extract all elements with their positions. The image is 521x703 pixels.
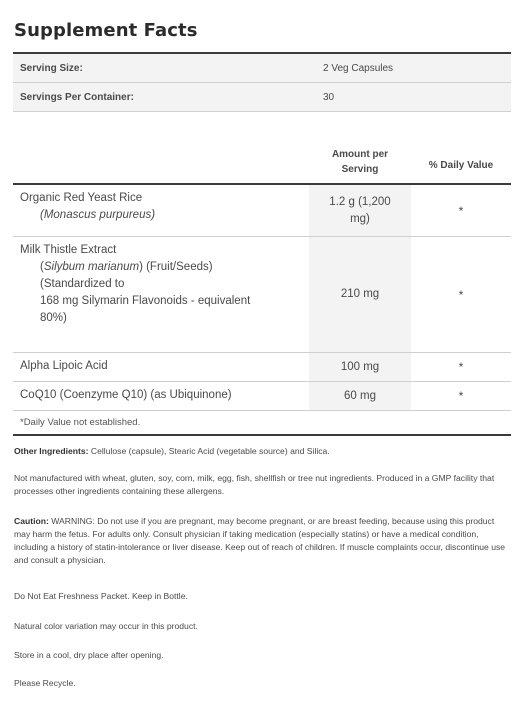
ingredient-daily-value: * <box>458 203 464 218</box>
note-freshness-packet: Do Not Eat Freshness Packet. Keep in Bottle. <box>14 591 188 601</box>
ingredient-title: Organic Red Yeast Rice <box>20 192 143 204</box>
servings-per-container-label: Servings Per Container: <box>20 91 134 103</box>
ingredient-row-milk-thistle <box>13 237 511 353</box>
ingredient-daily-value: * <box>458 287 464 302</box>
header-name-spacer <box>13 131 309 183</box>
table-header <box>13 131 511 185</box>
ingredient-amount-line2: mg) <box>350 212 370 225</box>
ingredient-latin-name: (Monascus purpureus) <box>40 209 156 221</box>
note-recycle: Please Recycle. <box>14 678 76 688</box>
ingredient-standardization-line: 168 mg Silymarin Flavonoids - equivalent <box>40 295 251 307</box>
ingredient-amount: 60 mg <box>309 382 411 410</box>
ingredient-row-alpha-lipoic-acid <box>13 353 511 382</box>
ingredient-daily-value: * <box>458 389 464 403</box>
servings-per-container-value: 30 <box>323 91 335 103</box>
ingredient-standardization-line: 80%) <box>40 312 67 324</box>
ingredient-name <box>13 237 309 352</box>
servings-per-container-row <box>13 83 511 112</box>
header-amount-line2: Serving <box>341 164 379 175</box>
ingredient-latin-name: Silybum marianum <box>43 261 140 273</box>
ingredient-daily-value: * <box>458 360 464 374</box>
caution-text: WARNING: Do not use if you are pregnant, may become pregnant, or are breast feeding, because using this product may harm the fetus. For adults only. Consult physician if taking medication (especially statins) or have a medical condition, including a history of statin-intolerance or liver disease. Keep out of reach of children. If muscle complaints occur, discontinue use and consult a physician. <box>14 516 506 565</box>
allergen-statement: Not manufactured with wheat, gluten, soy, corn, milk, egg, fish, shellfish or tree nut ingredients. Produced in a GMP facility that processes other ingredients containing these allergens. <box>14 473 495 496</box>
ingredient-name: CoQ10 (Coenzyme Q10) (as Ubiquinone) <box>20 389 232 401</box>
ingredient-latin-line: (Silybum marianum) (Fruit/Seeds) <box>40 261 213 273</box>
daily-value-footnote: *Daily Value not established. <box>13 411 511 436</box>
header-amount-line1: Amount per <box>331 149 389 160</box>
ingredient-row-red-yeast-rice <box>13 185 511 237</box>
ingredient-name: Alpha Lipoic Acid <box>20 360 108 372</box>
other-ingredients <box>14 445 508 458</box>
ingredient-part: ) (Fruit/Seeds) <box>139 261 213 273</box>
note-color-variation: Natural color variation may occur in this product. <box>14 621 198 631</box>
caution-statement <box>14 515 508 567</box>
ingredient-amount-line1: 1.2 g (1,200 <box>329 195 391 208</box>
other-ingredients-label: Other Ingredients: <box>14 446 89 456</box>
note-storage: Store in a cool, dry place after opening. <box>14 650 164 660</box>
ingredient-name <box>13 185 309 236</box>
other-ingredients-text: Cellulose (capsule), Stearic Acid (vegetable source) and Silica. <box>88 446 330 456</box>
serving-size-label: Serving Size: <box>20 62 83 74</box>
ingredient-title: Milk Thistle Extract <box>20 244 117 256</box>
header-daily-value: % Daily Value <box>428 160 494 171</box>
ingredient-amount: 100 mg <box>309 353 411 381</box>
serving-size-value: 2 Veg Capsules <box>323 62 394 74</box>
supplement-facts-panel <box>13 52 511 436</box>
header-amount-per-serving <box>309 131 411 183</box>
page-title: Supplement Facts <box>14 20 198 41</box>
serving-size-row <box>13 54 511 83</box>
ingredient-standardization-line: (Standardized to <box>40 278 125 290</box>
ingredient-row-coq10 <box>13 382 511 411</box>
ingredient-amount <box>309 185 411 236</box>
ingredient-amount: 210 mg <box>309 237 411 352</box>
caution-label: Caution: <box>14 516 49 526</box>
